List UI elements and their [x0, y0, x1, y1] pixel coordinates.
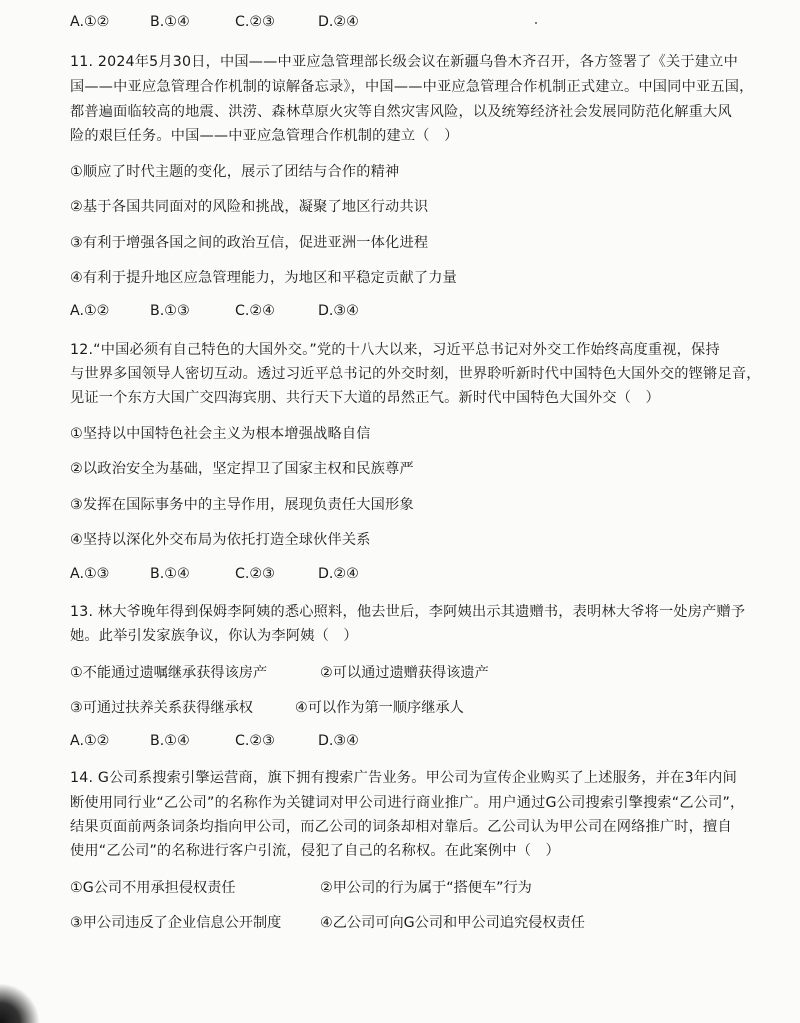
q13-statement: ②可以通过遗赠获得该遗产 — [320, 665, 489, 681]
q12-option-a: A.①③ — [70, 566, 110, 582]
q11-stem-line: 都普遍面临较高的地震、洪涝、森林草原火灾等自然灾害风险，以及统筹经济社会发展同防范化解重大风 — [70, 104, 732, 120]
q13-stem-line: 她。此举引发家族争议，你认为李阿姨（ ） — [70, 628, 358, 644]
q11-option-c: C.②④ — [235, 303, 275, 319]
q13-option-a: A.①② — [70, 733, 110, 749]
q14-statement: ③甲公司违反了企业信息公开制度 — [70, 915, 282, 931]
q11-stem-line: 险的艰巨任务。中国——中亚应急管理合作机制的建立（ ） — [70, 128, 459, 144]
q11-options — [70, 303, 470, 323]
q14-stem-line: 断使用同行业“乙公司”的名称作为关键词对甲公司进行商业推广。用户通过G公司搜索引擎搜索“乙公司”， — [70, 795, 745, 811]
q13-statement-row — [70, 662, 770, 682]
q10-option-d: D.②④ — [318, 14, 359, 30]
q13-stem-line: 13. 林大爷晚年得到保姆李阿姨的悉心照料，他去世后，李阿姨出示其遗赠书，表明林大爷将一处房产赠予 — [70, 604, 746, 620]
q10-option-c: C.②③ — [235, 14, 275, 30]
q11-option-a: A.①② — [70, 303, 110, 319]
q14-stem-line: 使用“乙公司”的名称进行客户引流，侵犯了自己的名称权。在此案例中（ ） — [70, 843, 560, 859]
q10-option-a: A.①② — [70, 14, 110, 30]
q13-statement: ①不能通过遗嘱继承获得该房产 — [70, 665, 268, 681]
q11-option-b: B.①③ — [150, 303, 190, 319]
q12-stem-line: 12.“中国必须有自己特色的大国外交。”党的十八大以来，习近平总书记对外交工作始终高度重视，保持 — [70, 342, 720, 358]
scan-speck — [535, 22, 537, 24]
q10-options — [70, 14, 470, 34]
q12-stem-line: 与世界多国领导人密切互动。透过习近平总书记的外交时刻，世界聆听新时代中国特色大国外交的铿锵足音， — [70, 366, 761, 382]
q11-statement: ④有利于提升地区应急管理能力，为地区和平稳定贡献了力量 — [70, 270, 457, 286]
q11-statement: ①顺应了时代主题的变化，展示了团结与合作的精神 — [70, 164, 400, 180]
q11-statement: ②基于各国共同面对的风险和挑战，凝聚了地区行动共识 — [70, 199, 429, 215]
q13-options — [70, 733, 470, 753]
q12-options — [70, 566, 470, 586]
q13-statement-row — [70, 697, 770, 717]
q12-option-b: B.①④ — [150, 566, 190, 582]
q12-statement: ①坚持以中国特色社会主义为根本增强战略自信 — [70, 426, 371, 442]
q13-statement: ③可通过扶养关系获得继承权 — [70, 700, 253, 716]
q12-option-d: D.②④ — [318, 566, 359, 582]
q14-statement: ②甲公司的行为属于“搭便车”行为 — [320, 880, 532, 896]
q14-statement-row — [70, 877, 770, 897]
q11-statement: ③有利于增强各国之间的政治互信，促进亚洲一体化进程 — [70, 235, 429, 251]
scan-corner-shadow — [0, 983, 40, 1023]
q13-statement: ④可以作为第一顺序继承人 — [295, 700, 464, 716]
q14-stem-line: 14. G公司系搜索引擎运营商，旗下拥有搜索广告业务。甲公司为宣传企业购买了上述服务，并在3年内间 — [70, 770, 737, 786]
q13-option-d: D.③④ — [318, 733, 359, 749]
q14-statement: ①G公司不用承担侵权责任 — [70, 880, 236, 896]
q14-stem-line: 结果页面前两条词条均指向甲公司，而乙公司的词条却相对靠后。乙公司认为甲公司在网络推广时，擅自 — [70, 819, 732, 835]
q13-option-b: B.①④ — [150, 733, 190, 749]
q11-stem-line: 11. 2024年5月30日，中国——中亚应急管理部长级会议在新疆乌鲁木齐召开，各方签署了《关于建立中 — [70, 54, 738, 70]
q11-option-d: D.③④ — [318, 303, 359, 319]
q12-option-c: C.②③ — [235, 566, 275, 582]
q14-statement-row — [70, 912, 770, 932]
q12-stem-line: 见证一个东方大国广交四海宾朋、共行天下大道的昂然正气。新时代中国特色大国外交（ ） — [70, 390, 660, 406]
q13-option-c: C.②③ — [235, 733, 275, 749]
q10-option-b: B.①④ — [150, 14, 190, 30]
q12-statement: ③发挥在国际事务中的主导作用，展现负责任大国形象 — [70, 497, 414, 513]
q12-statement: ④坚持以深化外交布局为依托打造全球伙伴关系 — [70, 532, 371, 548]
q14-statement: ④乙公司可向G公司和甲公司追究侵权责任 — [320, 915, 585, 931]
q12-statement: ②以政治安全为基础，坚定捍卫了国家主权和民族尊严 — [70, 461, 414, 477]
q11-stem-line: 国——中亚应急管理合作机制的谅解备忘录》，中国——中亚应急管理合作机制正式建立。中国同中亚五国， — [70, 79, 754, 95]
